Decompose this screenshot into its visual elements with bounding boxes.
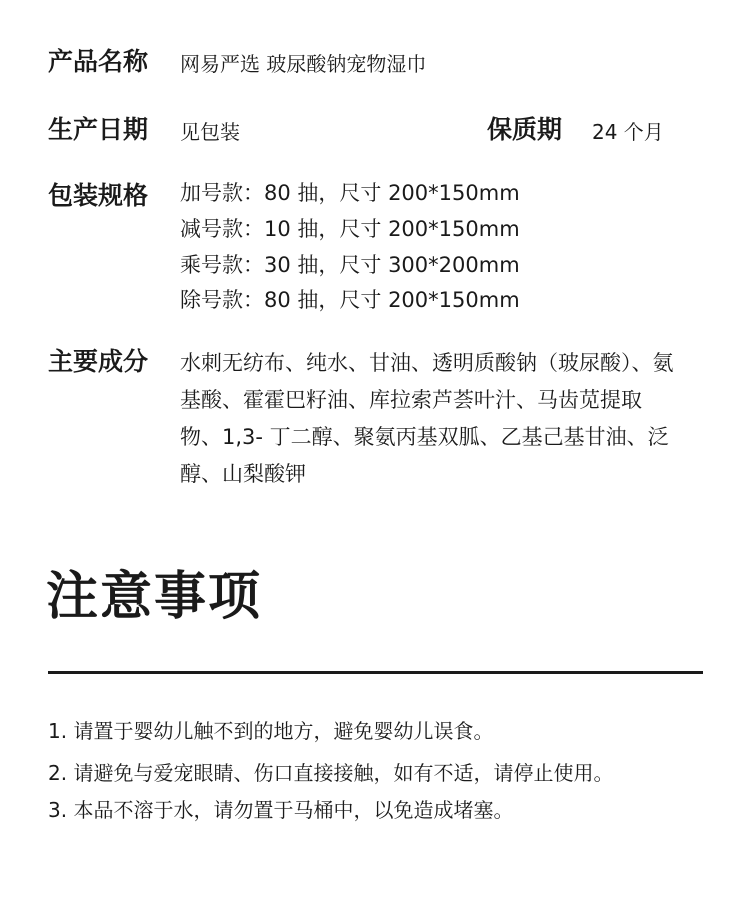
notice-item: 2. 请避免与爱宠眼睛、伤口直接接触，如有不适，请停止使用。 <box>48 761 614 785</box>
section-divider <box>48 671 703 674</box>
ingredients-text <box>180 345 715 493</box>
spec-line: 减号款：10 抽，尺寸 200*150mm <box>180 217 520 241</box>
notice-title: 注意事项 <box>46 567 263 627</box>
ingredients-line: 醇、山梨酸钾 <box>180 462 306 486</box>
shelf-life-label: 保质期 <box>487 115 563 144</box>
ingredients-line: 基酸、霍霍巴籽油、库拉索芦荟叶汁、马齿苋提取 <box>180 388 642 412</box>
ingredients-line: 水刺无纺布、纯水、甘油、透明质酸钠（玻尿酸）、氨 <box>180 351 674 375</box>
product-name-label: 产品名称 <box>48 47 149 76</box>
ingredients-line: 物、1,3- 丁二醇、聚氨丙基双胍、乙基己基甘油、泛 <box>180 425 669 449</box>
spec-line: 乘号款：30 抽，尺寸 300*200mm <box>180 253 520 277</box>
package-spec-label: 包装规格 <box>48 181 149 210</box>
production-date-value: 见包装 <box>180 120 240 144</box>
product-name-value: 网易严选 玻尿酸钠宠物湿巾 <box>180 52 427 76</box>
notice-item: 3. 本品不溶于水，请勿置于马桶中，以免造成堵塞。 <box>48 798 514 822</box>
spec-line: 加号款：80 抽，尺寸 200*150mm <box>180 181 520 205</box>
production-date-label: 生产日期 <box>48 115 149 144</box>
spec-line: 除号款：80 抽，尺寸 200*150mm <box>180 288 520 312</box>
notice-item: 1. 请置于婴幼儿触不到的地方，避免婴幼儿误食。 <box>48 719 494 743</box>
ingredients-label: 主要成分 <box>48 347 149 376</box>
shelf-life-value: 24 个月 <box>592 120 664 144</box>
